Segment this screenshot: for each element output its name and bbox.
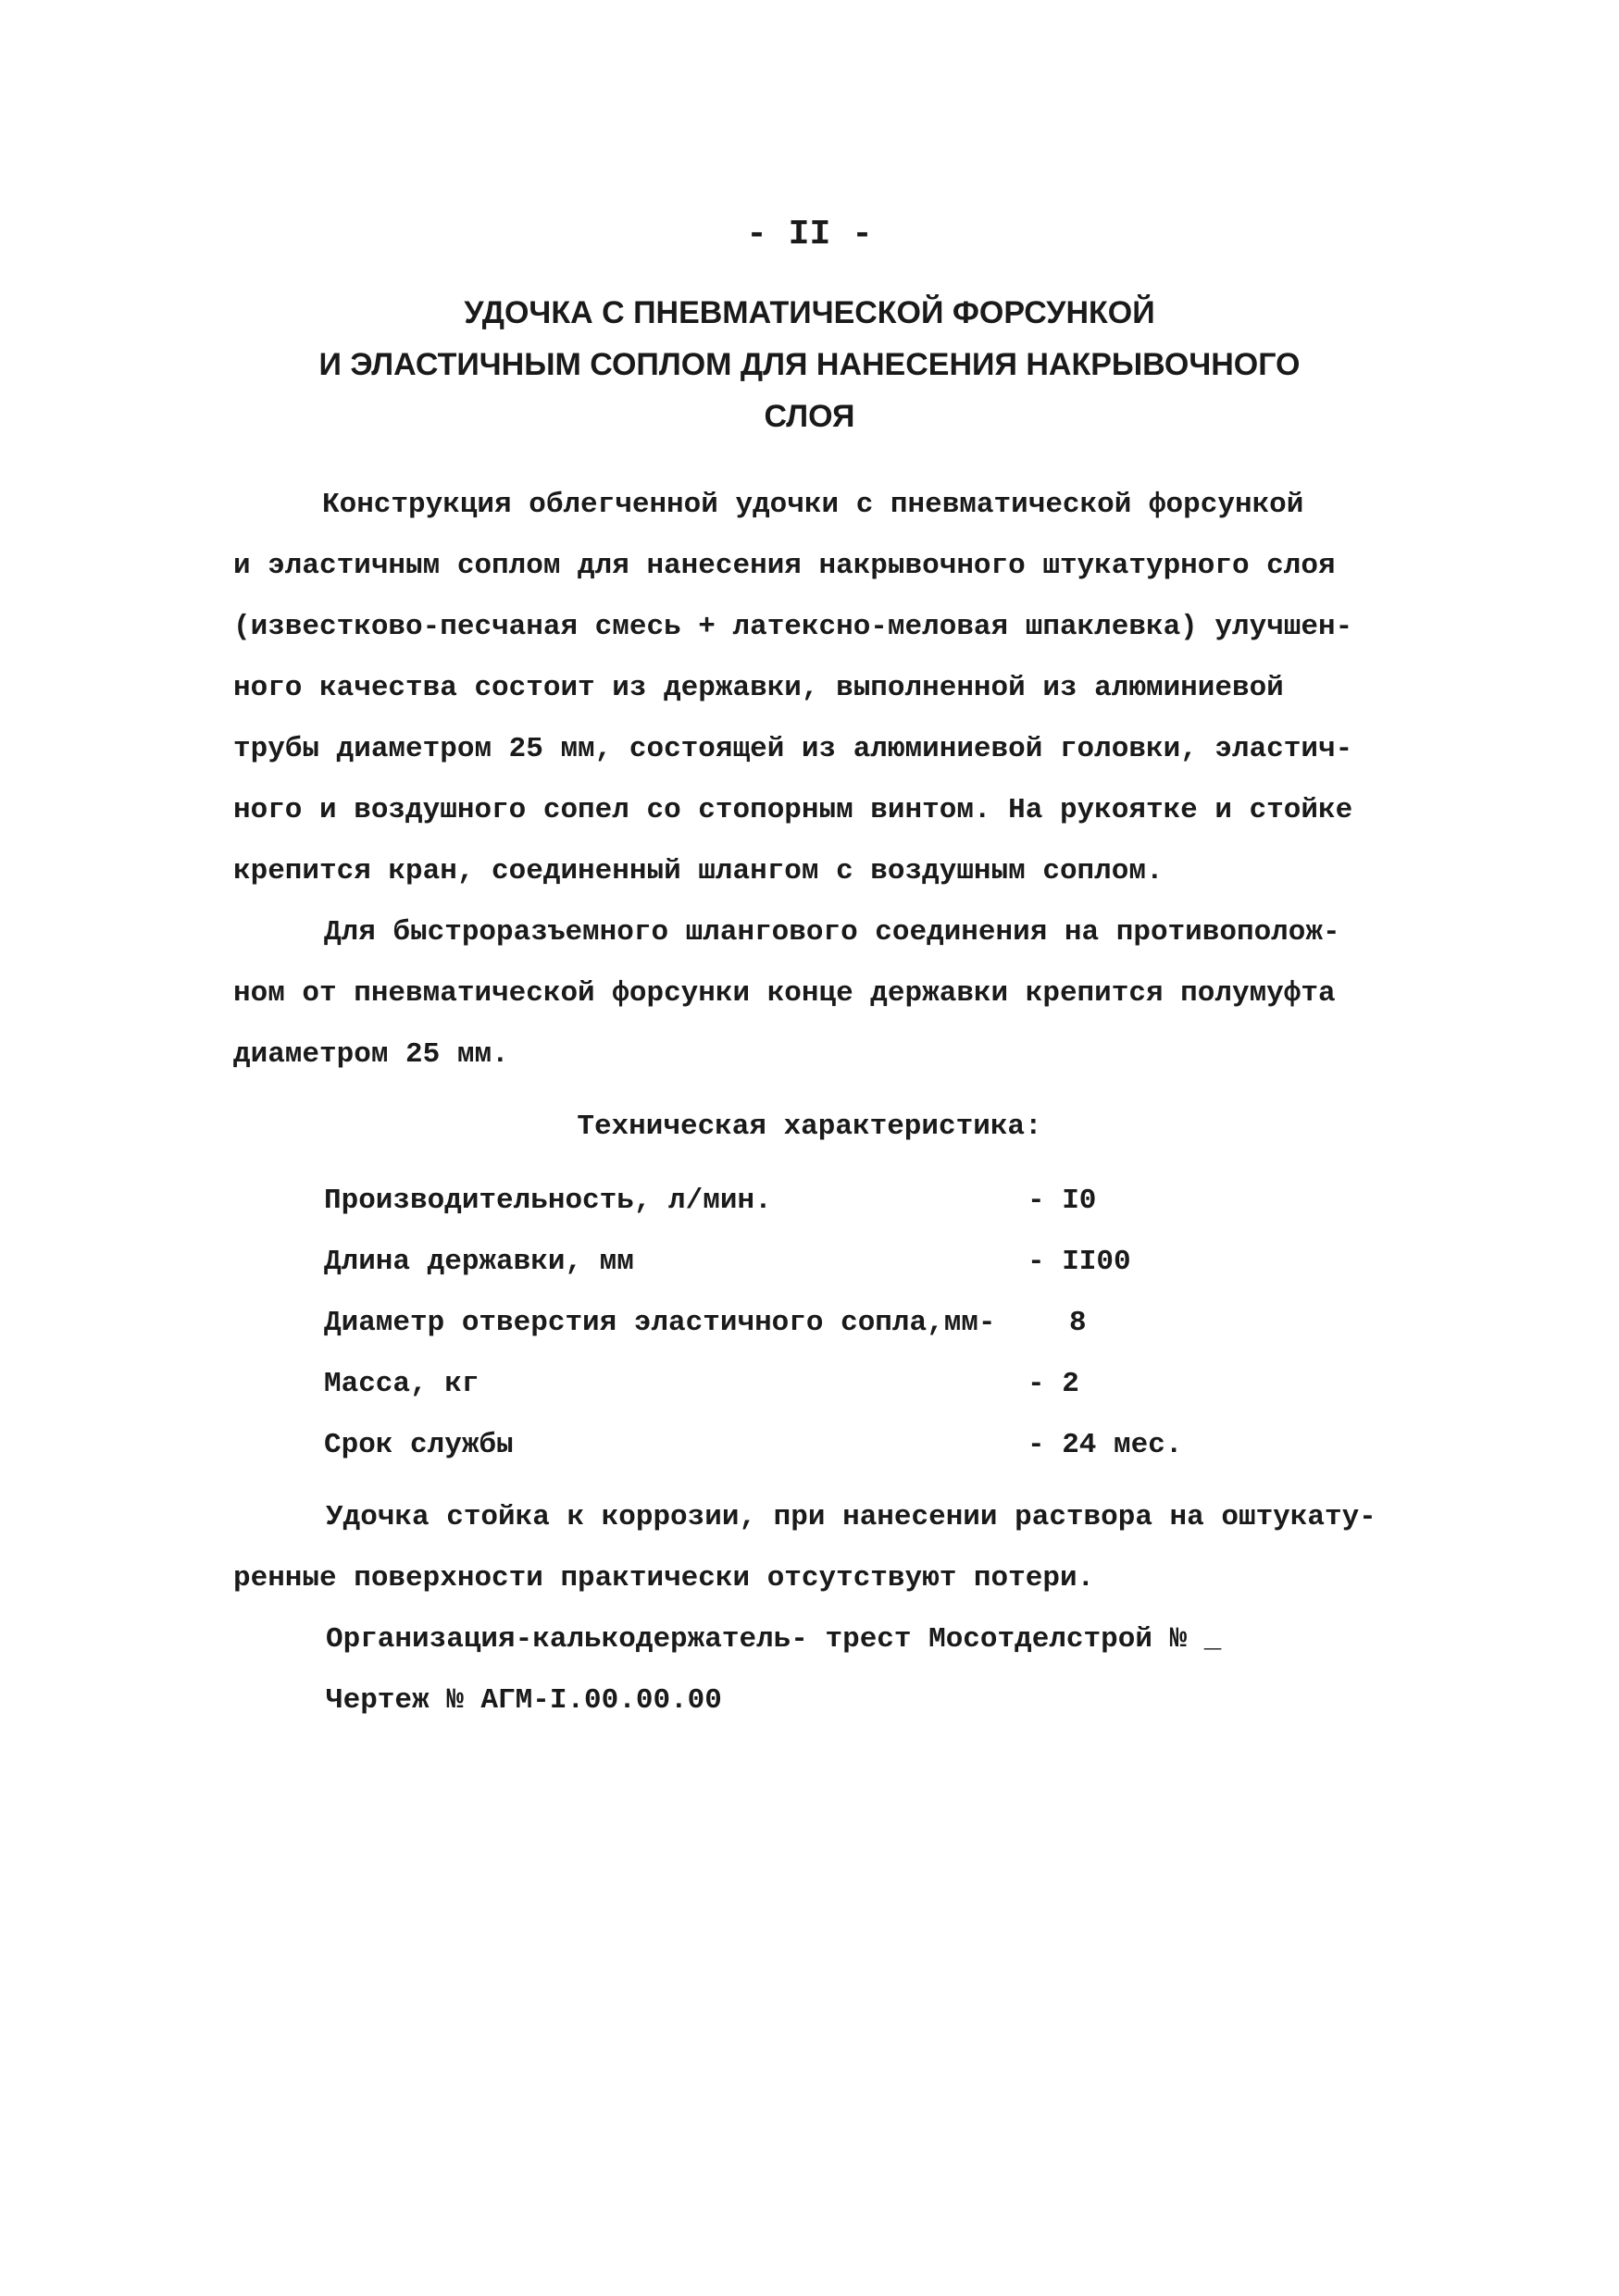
paragraph1-line-5: трубы диаметром 25 мм, состоящей из алюминиевой головки, эластич- [233,733,1353,765]
paragraph1-line-4: ного качества состоит из державки, выполненной из алюминиевой [233,672,1284,704]
page-number: - II - [746,215,873,254]
organization-line: Организация-калькодержатель- трест Мосотделстрой № _ [326,1623,1222,1656]
paragraph3-line-2: ренные поверхности практически отсутствуют потери. [233,1562,1095,1595]
paragraph1-line-3: (известково-песчаная смесь + латексно-меловая шпаклевка) улучшен- [233,611,1353,643]
drawing-number: Чертеж № АГМ-I.00.00.00 [326,1684,722,1717]
paragraph2-line-2: ном от пневматической форсунки конце державки крепится полумуфта [233,977,1336,1010]
spec-value: - 24 мес. [1027,1429,1183,1461]
document-title [0,287,1619,442]
paragraph2-line-1: Для быстроразъемного шлангового соединения на противополож- [324,916,1340,949]
spec-value: - 2 [1027,1368,1079,1400]
title-line-2: И ЭЛАСТИЧНЫМ СОПЛОМ ДЛЯ НАНЕСЕНИЯ НАКРЫВОЧНОГО [318,347,1301,382]
spec-value: 8 [1069,1307,1087,1339]
paragraph3-line-1: Удочка стойка к коррозии, при нанесении раствора на оштукату- [326,1501,1376,1533]
paragraph1-line-2: и эластичным соплом для нанесения накрывочного штукатурного слоя [233,550,1336,582]
title-line-1: УДОЧКА С ПНЕВМАТИЧЕСКОЙ ФОРСУНКОЙ [464,295,1155,330]
paragraph1-line-1: Конструкция облегченной удочки с пневматической форсункой [322,489,1304,521]
spec-label: Масса, кг [324,1368,479,1400]
spec-label: Производительность, л/мин. [324,1185,772,1217]
spec-value: - II00 [1027,1246,1131,1278]
spec-label: Длина державки, мм [324,1246,634,1278]
paragraph1-line-7: крепится кран, соединенный шлангом с воздушным соплом. [233,855,1164,887]
paragraph2-line-3: диаметром 25 мм. [233,1038,509,1071]
title-line-3: СЛОЯ [764,399,855,434]
spec-value: - I0 [1027,1185,1097,1217]
spec-label: Диаметр отверстия эластичного сопла,мм- [324,1307,996,1339]
spec-heading: Техническая характеристика: [577,1111,1042,1143]
spec-label: Срок службы [324,1429,514,1461]
paragraph1-line-6: ного и воздушного сопел со стопорным винтом. На рукоятке и стойке [233,794,1353,826]
